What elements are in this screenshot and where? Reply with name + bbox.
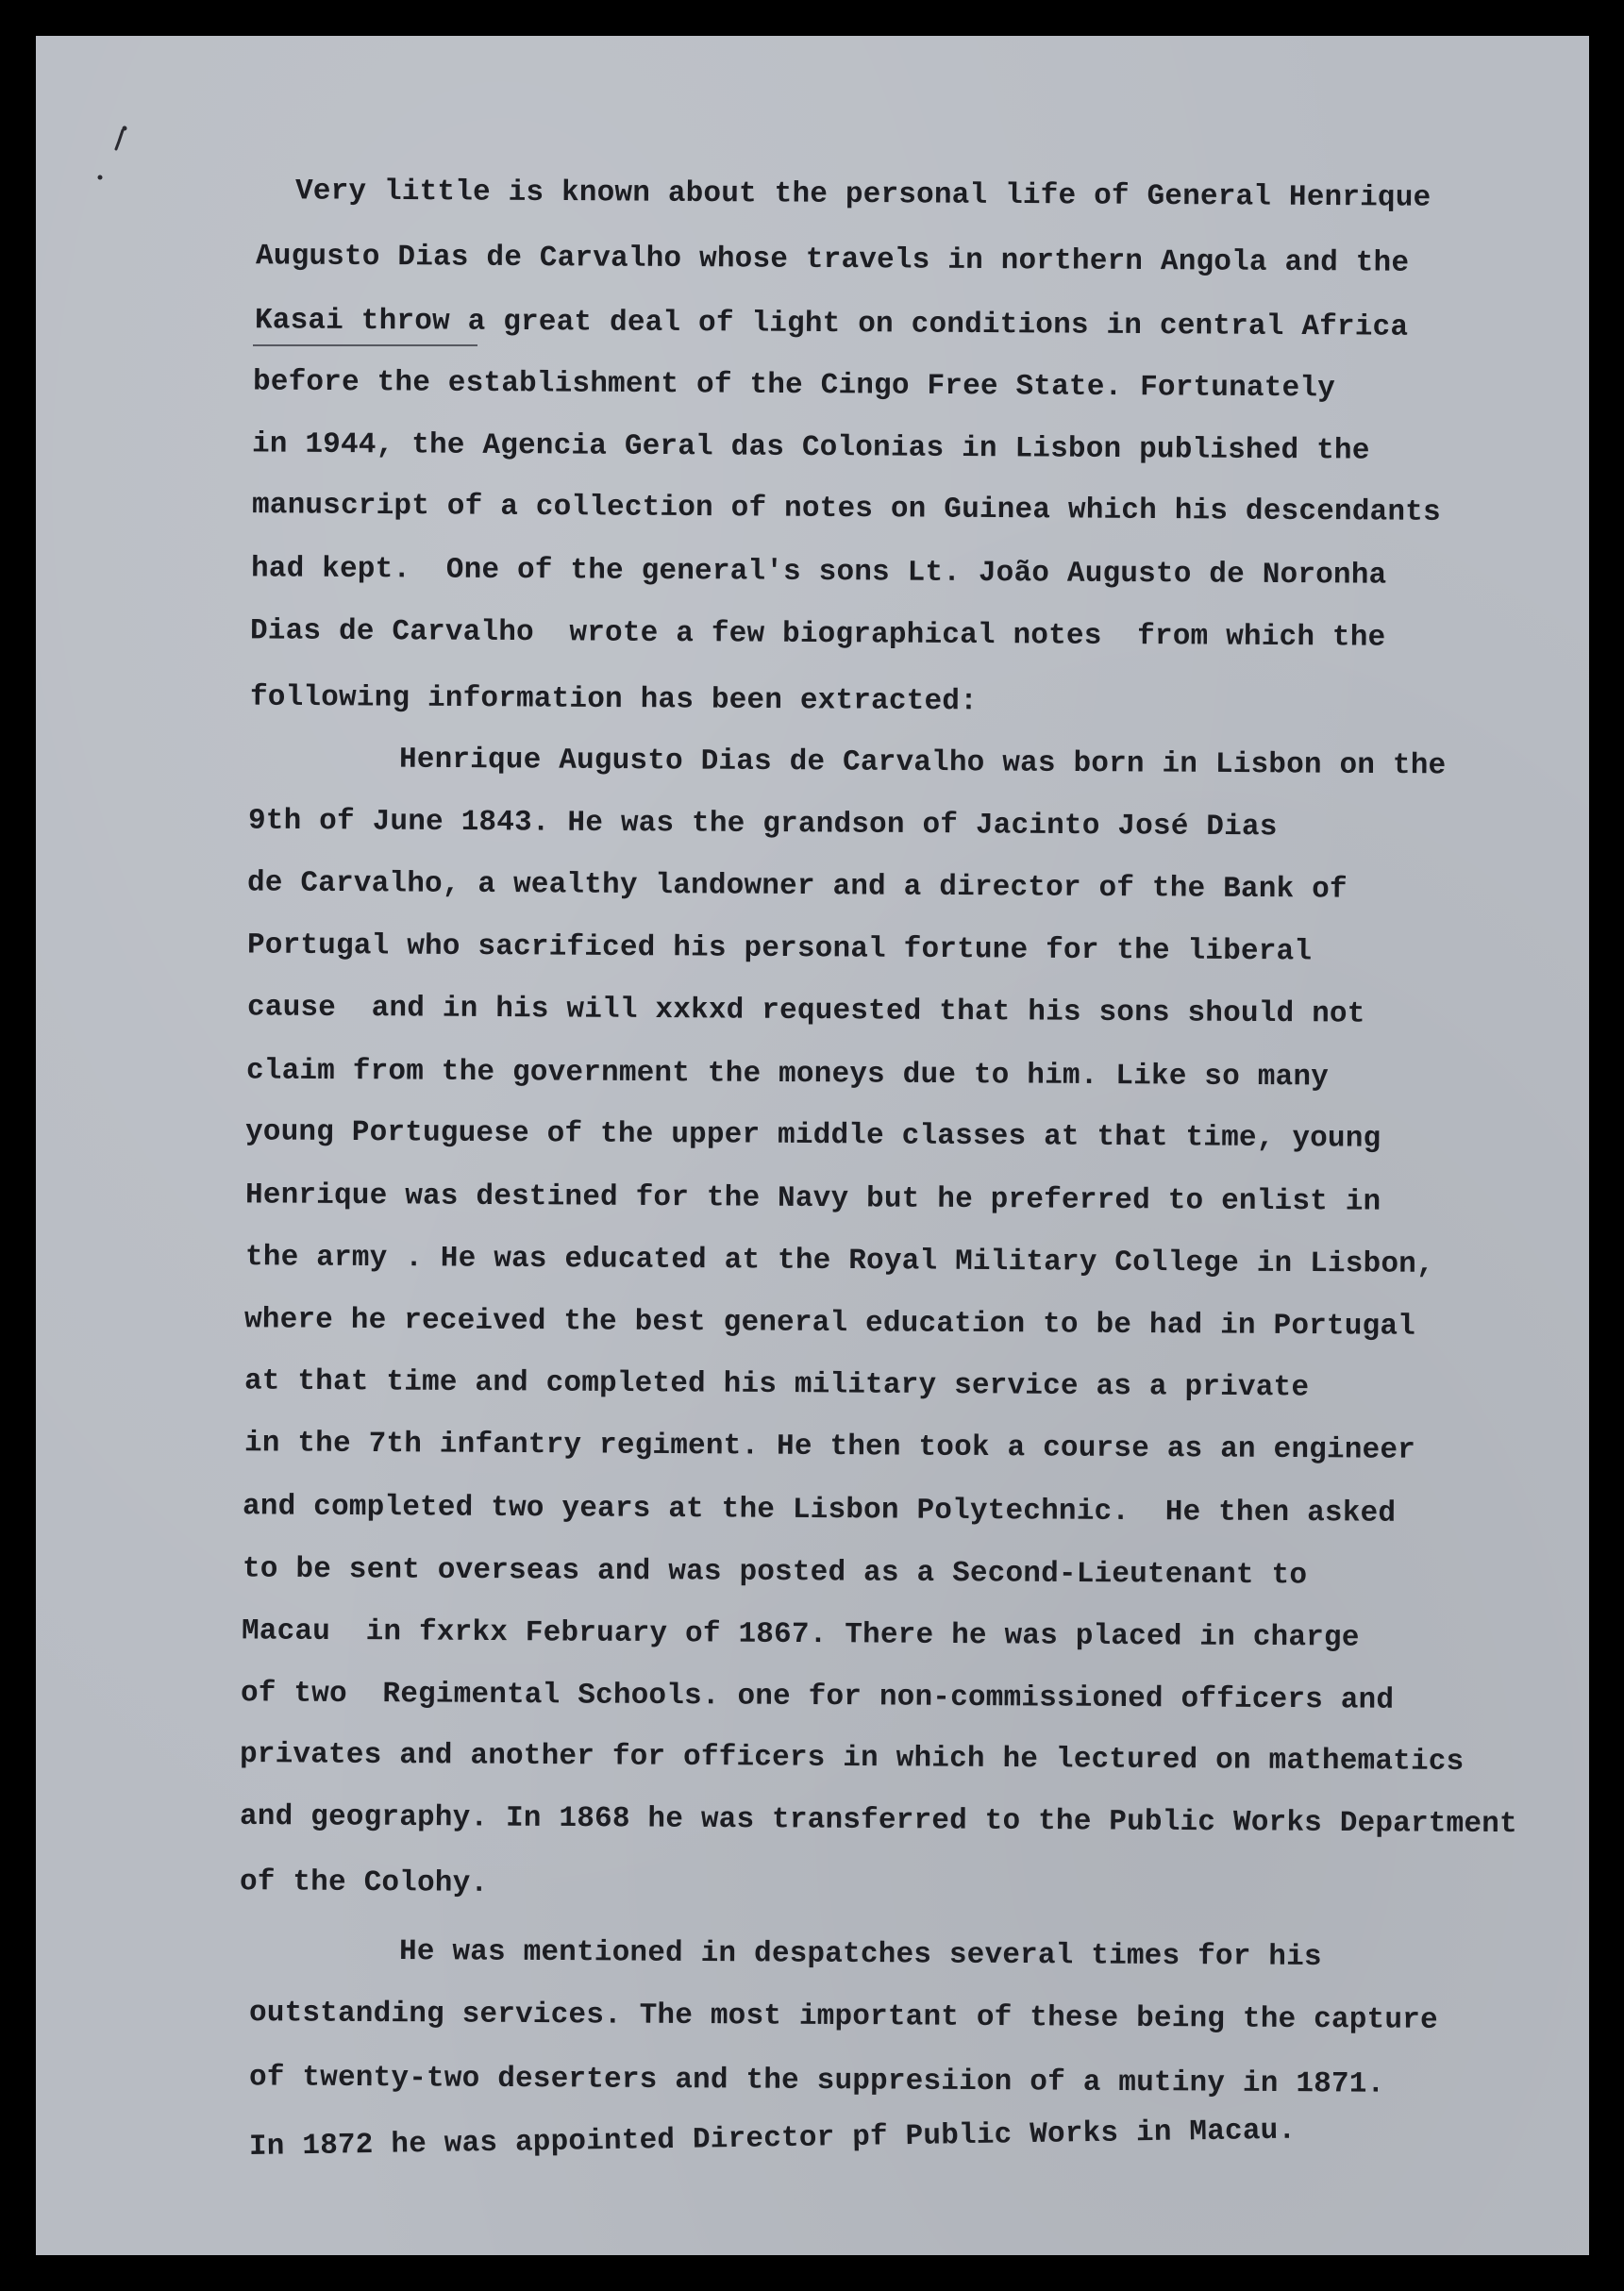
text-line: claim from the government the moneys due to him. Like so many (245, 1054, 1330, 1095)
text-line: had kept. One of the general's sons Lt. João Augusto de Noronha (250, 552, 1387, 593)
text-line: privates and another for officers in which he lectured on mathematics (239, 1738, 1465, 1779)
text-line: following information has been extracted: (249, 680, 979, 719)
text-line: and geography. In 1868 he was transferred to the Public Works Department (239, 1799, 1517, 1842)
text-line: to be sent overseas and was posted as a Second-Lieutenant to (242, 1552, 1308, 1593)
text-line: Henrique Augusto Dias de Carvalho was born in Lisbon on the (398, 743, 1447, 783)
text-line: Portugal who sacrificed his personal fortune for the liberal (246, 928, 1313, 969)
text-line: of the Colohy. (239, 1865, 489, 1900)
text-line: outstanding services. The most important of these being the capture (248, 1997, 1438, 2037)
pen-mark (81, 81, 138, 194)
text-line: Dias de Carvalho wrote a few biographical notes from which the (249, 614, 1386, 655)
text-line: de Carvalho, a wealthy landowner and a director of the Bank of (246, 866, 1348, 907)
text-line: the army . He was educated at the Royal Military College in Lisbon, (244, 1241, 1434, 1281)
text-line: in the 7th infantry regiment. He then took a course as an engineer (243, 1427, 1416, 1467)
text-line: 9th of June 1843. He was the grandson of Jacinto José Dias (247, 804, 1278, 844)
text-line: where he received the best general education to be had in Portugal (243, 1303, 1416, 1344)
text-line: Kasai throw a great deal of light on conditions in central Africa (254, 304, 1409, 344)
typewritten-page (36, 36, 1589, 2255)
text-line: Henrique was destined for the Navy but he preferred to enlist in (244, 1179, 1381, 1219)
text-line: In 1872 he was appointed Director pf Public Works in Macau. (248, 2114, 1297, 2164)
underline-mark (253, 344, 477, 346)
text-line: Very little is known about the personal life of General Henrique (294, 175, 1431, 215)
text-line: in 1944, the Agencia Geral das Colonias in Lisbon published the (251, 427, 1370, 468)
text-line: manuscript of a collection of notes on Guinea which his descendants (251, 489, 1441, 529)
text-line: of twenty-two deserters and the suppresiion of a mutiny in 1871. (248, 2061, 1385, 2101)
text-line: of two Regimental Schools. one for non-commissioned officers and (240, 1677, 1395, 1717)
text-line: and completed two years at the Lisbon Polytechnic. He then asked (242, 1490, 1397, 1530)
text-line: cause and in his will xxkxd requested that his sons should not (246, 991, 1365, 1031)
text-line: at that time and completed his military service as a private (243, 1364, 1310, 1405)
text-line: young Portuguese of the upper middle classes at that time, young (244, 1115, 1381, 1156)
text-line: Macau in fxrkx February of 1867. There he was placed in charge (241, 1614, 1360, 1655)
text-line: Augusto Dias de Carvalho whose travels in northern Angola and the (255, 240, 1410, 280)
text-line: He was mentioned in despatches several times for his (398, 1935, 1322, 1974)
text-line: before the establishment of the Cingo Free State. Fortunately (252, 365, 1336, 406)
